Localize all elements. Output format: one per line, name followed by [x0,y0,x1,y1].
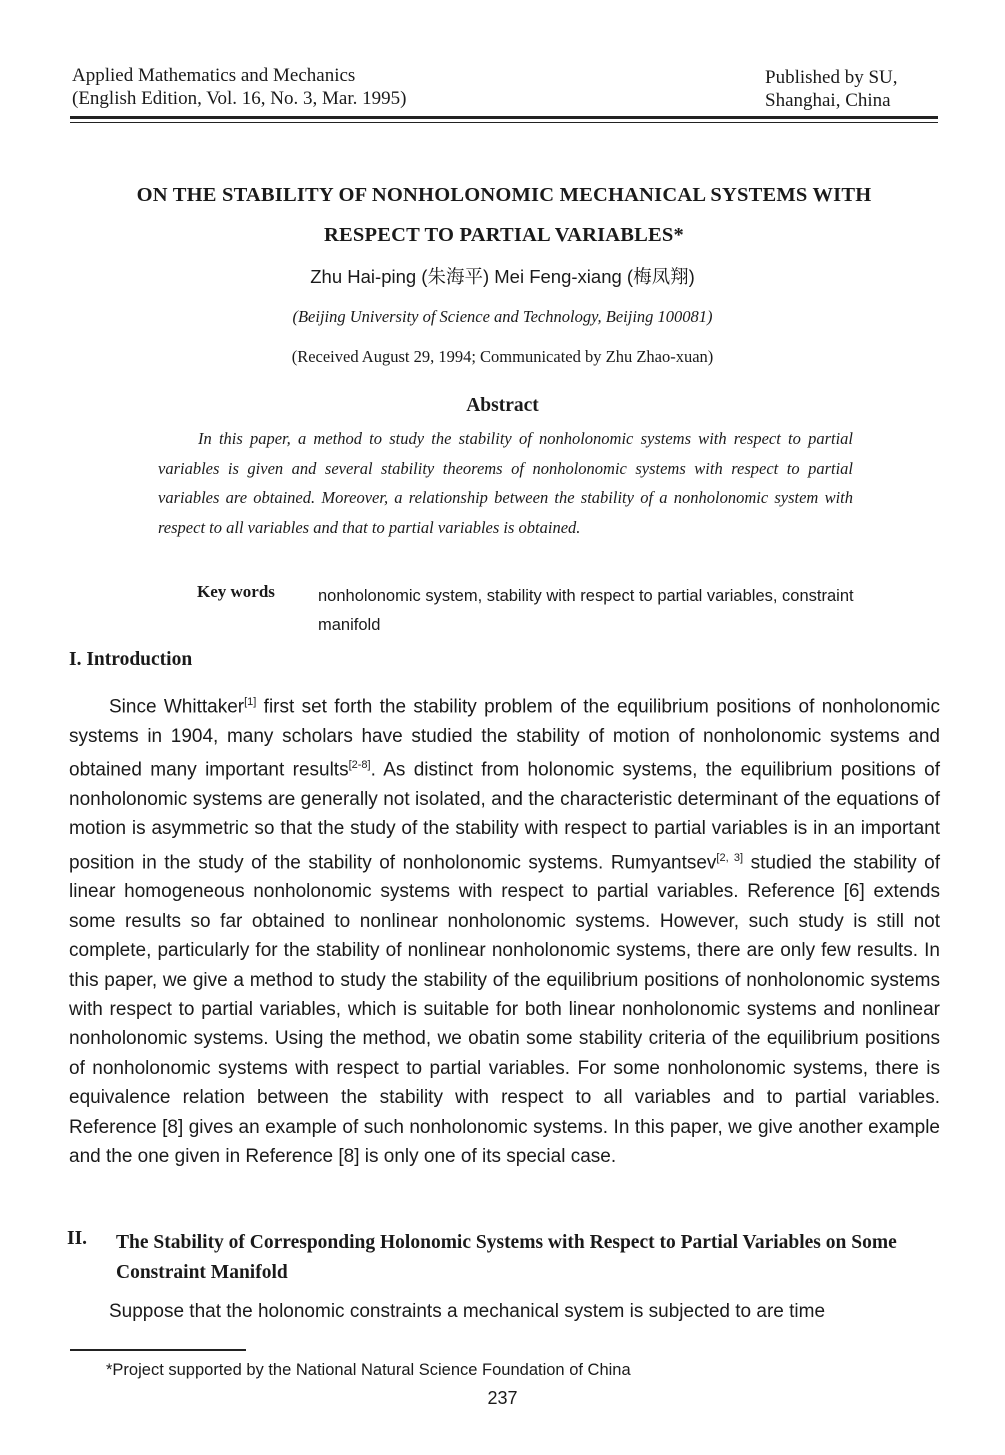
journal-info [72,64,406,110]
affiliation: (Beijing University of Science and Technology, Beijing 100081) [292,307,713,326]
publisher-name: Published by SU, [765,67,898,88]
title-line-2: RESPECT TO PARTIAL VARIABLES* [324,224,684,246]
intro-text-4: studied the stability of linear homogeneous nonholonomic systems with respect to partial variables. Reference [6] extends some results so far obtained to nonlinear nonholonomic systems. However, such study is still not complete, particularly for the stability of nonlinear nonholonomic systems, there are only few results. In this paper, we give a method to study the stability of the equilibrium positions of nonholonomic systems with respect to partial variables, which is suitable for both linear nonholonomic systems and nonlinear nonholonomic systems. Using the method, we obatin some stability criteria of the equilibrium positions of nonholonomic systems with respect to partial variables. For some nonholonomic systems, there is equivalence relation between the stability with respect to all variables and to partial variables. Reference [8] gives an example of such nonholonomic systems. In this paper, we give another example and the one given in Reference [8] is only one of its special case. [69,852,940,1168]
journal-edition: (English Edition, Vol. 16, No. 3, Mar. 1995) [72,88,407,109]
publisher-city: Shanghai, China [765,90,891,111]
section-heading-introduction: I. Introduction [69,649,193,670]
authors: Zhu Hai-ping (朱海平) Mei Feng-xiang (梅凤翔) [310,266,695,287]
keywords-text: nonholonomic system, stability with respect to partial variables, constraint manifold [318,587,854,634]
intro-text-2: first set forth the stability problem of the equilibrium positions of nonholonomic systems in 1904, many scholars have studied the stability of motion of nonholonomic systems and obtained many important results [69,696,941,781]
header-rule-thin [70,122,938,123]
abstract-text: In this paper, a method to study the stability of nonholonomic systems with respect to partial variables is given and several stability theorems of nonholonomic systems with respect to partial variables are obtained. Moreover, a relationship between the stability of a nonholonomic system with respect to all variables and that to partial variables is obtained. [158,429,853,537]
footnote-rule [70,1349,246,1351]
page-number: 237 [487,1388,518,1408]
section-heading-2: The Stability of Corresponding Holonomic Systems with Respect to Partial Variables on Some Constraint Manifold [116,1232,897,1283]
title-line-1: ON THE STABILITY OF NONHOLONOMIC MECHANICAL SYSTEMS WITH [136,184,872,206]
intro-paragraph [69,688,940,1171]
intro-text-1: Since Whittaker [109,696,245,718]
citation-ref: [1] [244,696,257,708]
received-date: (Received August 29, 1994; Communicated by Zhu Zhao-xuan) [291,347,714,366]
keywords-label: Key words [197,582,275,601]
intro-text-3: . As distinct from holonomic systems, the equilibrium positions of nonholonomic systems are generally not isolated, and the characteristic determinant of the equations of motion is asymmetric so that the study of the stability with respect to partial variables is in an important position in the study of the stability of nonholonomic systems. Rumyantsev [69,759,940,874]
paper-title [40,175,968,255]
publisher-info [765,66,898,112]
journal-name: Applied Mathematics and Mechanics [72,65,356,86]
citation-ref: [2-8] [348,759,371,772]
header-rule-thick [70,116,938,119]
footnote: *Project supported by the National Natural Science Foundation of China [106,1361,631,1379]
section-2-number: II. [67,1228,88,1249]
section-2-paragraph: Suppose that the holonomic constraints a mechanical system is subjected to are time [109,1301,826,1322]
abstract-heading: Abstract [466,395,539,416]
citation-ref: [2, 3] [716,851,744,864]
